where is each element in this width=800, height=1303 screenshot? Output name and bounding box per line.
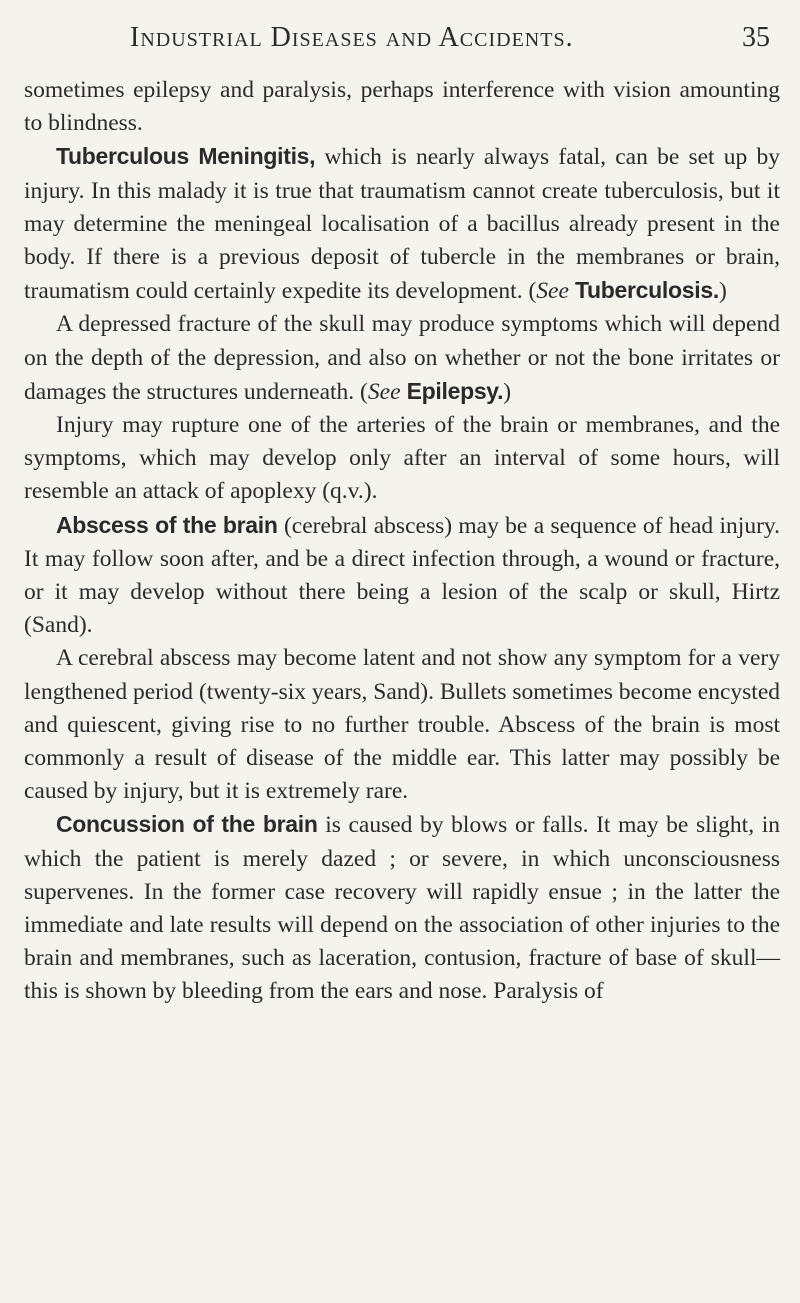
cross-reference-tuberculosis: Tuberculosis.	[568, 277, 719, 304]
paragraph-abscess-of-brain	[24, 509, 780, 643]
term-abscess-of-the-brain: Abscess of the brain	[56, 511, 278, 538]
see-reference: See	[536, 278, 569, 305]
paragraph-text: sometimes epilepsy and paralysis, perhaps interference with vision amounting to blindness.	[24, 77, 780, 137]
paragraph-artery-rupture	[24, 409, 780, 509]
paragraph-cerebral-abscess-latent	[24, 642, 780, 808]
term-concussion-of-the-brain: Concussion of the brain	[56, 811, 318, 838]
paragraph-tuberculous-meningitis	[24, 140, 780, 308]
paragraph-text: A cerebral abscess may become latent and not show any symptom for a very lengthened period (twenty-six years, Sand). Bullets sometimes become encysted and quiescent, giving rise to no further trouble. Abscess of the brain is most commonly a result of disease of the middle ear. This latter may possibly be caused by injury, but it is extremely rare.	[24, 645, 780, 805]
paragraph-epilepsy-paralysis	[24, 74, 780, 140]
paragraph-text: Injury may rupture one of the arteries of the brain or membranes, and the symptoms, which may develop only after an interval of some hours, will resemble an attack of apoplexy (q.v.).	[24, 412, 780, 505]
body-text	[24, 74, 780, 1009]
paragraph-concussion	[24, 808, 780, 1008]
cross-reference-epilepsy: Epilepsy.	[400, 377, 504, 404]
running-head: Industrial Diseases and Accidents.	[130, 22, 574, 53]
closing-paren: )	[503, 378, 512, 405]
page-header	[130, 18, 770, 58]
term-tuberculous-meningitis: Tuberculous Meningitis,	[56, 143, 316, 170]
closing-paren: )	[718, 278, 727, 305]
paragraph-text: (cerebral abscess) may be a sequence of head injury. It may follow soon after, and be a direct infection through, a wound or fracture, or it may develop without there being a lesion of the scalp or skull, Hirtz (Sand).	[24, 512, 780, 639]
paragraph-depressed-fracture	[24, 308, 780, 409]
paragraph-text: A depressed fracture of the skull may produce symptoms which will depend on the depth of the depression, and also on whether or not the bone irritates or damages the structures underneath. (	[24, 311, 780, 405]
see-reference: See	[367, 378, 401, 405]
page-number: 35	[742, 22, 770, 53]
paragraph-text: which is nearly always fatal, can be set up by injury. In this malady it is true that traumatism cannot create tuberculosis, but it may determine the meningeal localisation of a bacillus already present in the body. If there is a previous deposit of tubercle in the membranes or brain, traumatism could certainly expedite its development. (	[24, 144, 781, 305]
paragraph-text: is caused by blows or falls. It may be slight, in which the patient is merely dazed ; or severe, in which unconsciousness supervenes. In the former case recovery will rapidly ensue ; in the latter the immediate and late results will depend on the association of other injuries to the brain and membranes, such as laceration, contusion, fracture of base of skull—this is shown by bleeding from the ears and nose. Paralysis of	[24, 812, 780, 1005]
